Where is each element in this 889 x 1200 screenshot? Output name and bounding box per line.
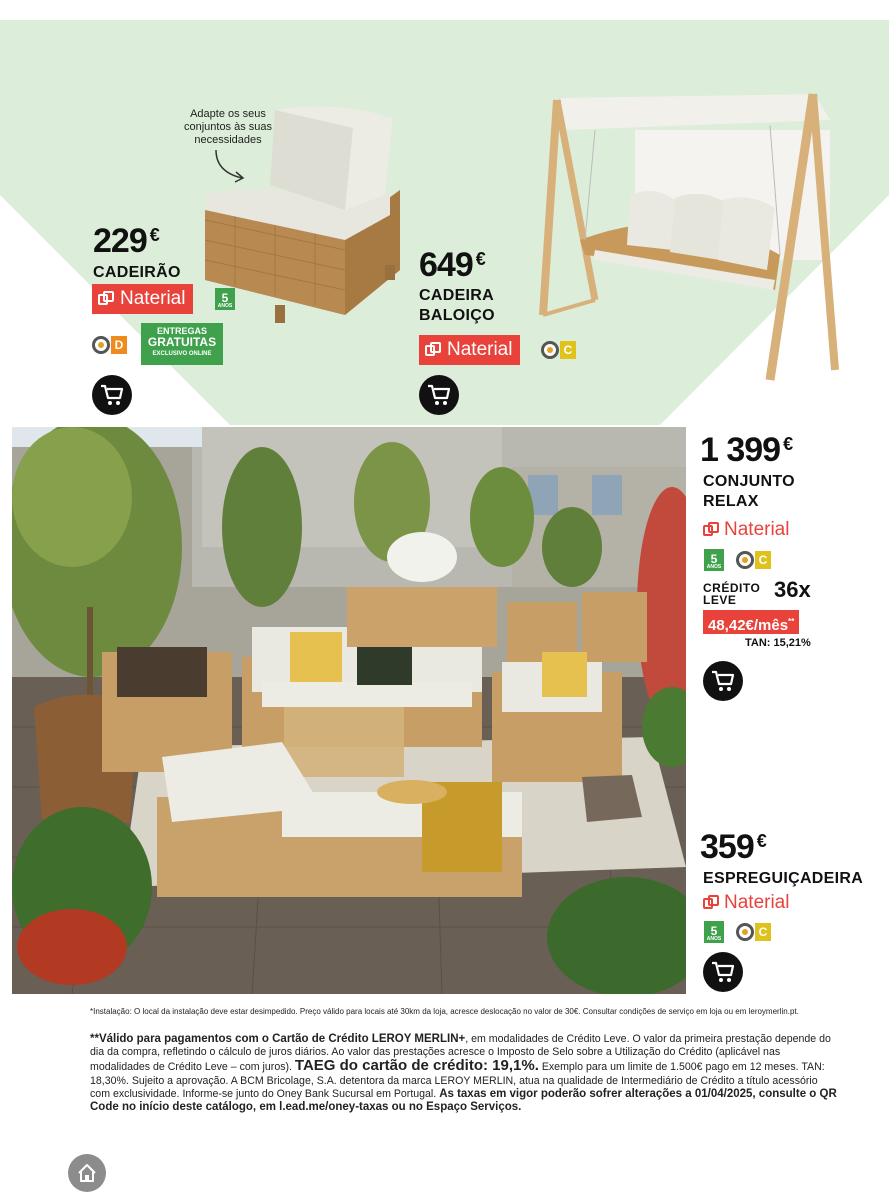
cadeirao-eco-score: 5 ANOS — [215, 288, 235, 310]
cadeirao-repairability: D — [92, 336, 127, 354]
espreguicadeira-brand-badge: Naterial — [703, 891, 789, 915]
relax-brand-badge: Naterial — [703, 518, 789, 542]
relax-repairability: C — [736, 551, 771, 569]
tan-rate: TAN: 15,21% — [745, 637, 811, 649]
espreguicadeira-repairability: C — [736, 923, 771, 941]
relax-price: 1 399 € — [700, 431, 793, 469]
espreguicadeira-name: ESPREGUIÇADEIRA — [703, 870, 864, 887]
baloico-price: 649 € — [419, 246, 485, 284]
espreguicadeira-eco-score: 5 ANOS — [704, 921, 724, 943]
naterial-logo-icon — [98, 291, 114, 307]
baloico-cart-button[interactable] — [419, 375, 459, 415]
naterial-logo-icon — [425, 342, 441, 358]
cart-icon — [100, 384, 124, 406]
cart-icon — [427, 384, 451, 406]
baloico-brand-badge: Naterial — [419, 335, 520, 365]
monthly-payment: 48,42€/mês** — [703, 610, 799, 634]
terrace-photo — [12, 427, 686, 994]
repairability-icon — [92, 336, 110, 354]
cadeirao-name: CADEIRÃO — [93, 264, 181, 281]
credit-legal-text: **Válido para pagamentos com o Cartão de Crédito LEROY MERLIN+, em modalidades de Crédito Leve. O valor da primeira prestação depende do dia da compra, refletindo o cálculo de juros diários. Ao valor das prestações acresce o Imposto de Selo sobre a Utilização do Crédito (aplicável nas modalidades de Crédito Leve – com juros). TAEG do cartão de crédito: 19,1%. Exemplo para um limite de 1.500€ pago em 12 meses. TAN: 18,30%. Sujeito a aprovação. A BCM Bricolage, S.A. detentora da marca LEROY MERLIN, atua na qualidade de Intermediário de Crédito a título acessório com exclusividade. Informe-se junto do Oney Bank Sucursal em Portugal. As taxas em vigor poderão sofrer alterações a 01/04/2025, consulte o QR Code no início deste catálogo, em l.ead.me/oney-taxas ou no Espaço Serviços. — [90, 1033, 837, 1114]
free-delivery-badge: ENTREGAS GRATUITAS EXCLUSIVO ONLINE — [141, 323, 223, 365]
baloico-repairability: C — [541, 341, 576, 359]
installation-note: *Instalação: O local da instalação deve estar desimpedido. Preço válido para locais até 30km da loja, acresce deslocação no valor de 30€. Consultar condições de serviço em loja ou em leroymerlin.pt. — [90, 1007, 799, 1016]
cadeirao-price: 229 € — [93, 222, 159, 260]
repairability-icon — [736, 551, 754, 569]
arrow-icon — [210, 148, 250, 184]
cadeira-baloico-image — [535, 90, 845, 385]
credit-installments: 36x — [774, 577, 811, 602]
relax-eco-score: 5 ANOS — [704, 549, 724, 571]
cart-icon — [711, 961, 735, 983]
repairability-icon — [736, 923, 754, 941]
naterial-logo-icon — [703, 895, 719, 911]
home-icon — [76, 1162, 98, 1184]
adapt-note: Adapte os seus conjuntos às suas necessidades — [183, 108, 273, 146]
home-button[interactable] — [68, 1154, 106, 1192]
relax-name: CONJUNTO RELAX — [703, 473, 795, 510]
cadeirao-brand-badge: Naterial — [92, 284, 193, 314]
cart-icon — [711, 670, 735, 692]
credit-leve-label: CRÉDITO LEVE — [703, 581, 761, 607]
baloico-name: CADEIRA BALOIÇO — [419, 287, 495, 324]
repairability-icon — [541, 341, 559, 359]
espreguicadeira-price: 359 € — [700, 828, 766, 866]
relax-cart-button[interactable] — [703, 661, 743, 701]
espreguicadeira-cart-button[interactable] — [703, 952, 743, 992]
naterial-logo-icon — [703, 522, 719, 538]
cadeirao-cart-button[interactable] — [92, 375, 132, 415]
